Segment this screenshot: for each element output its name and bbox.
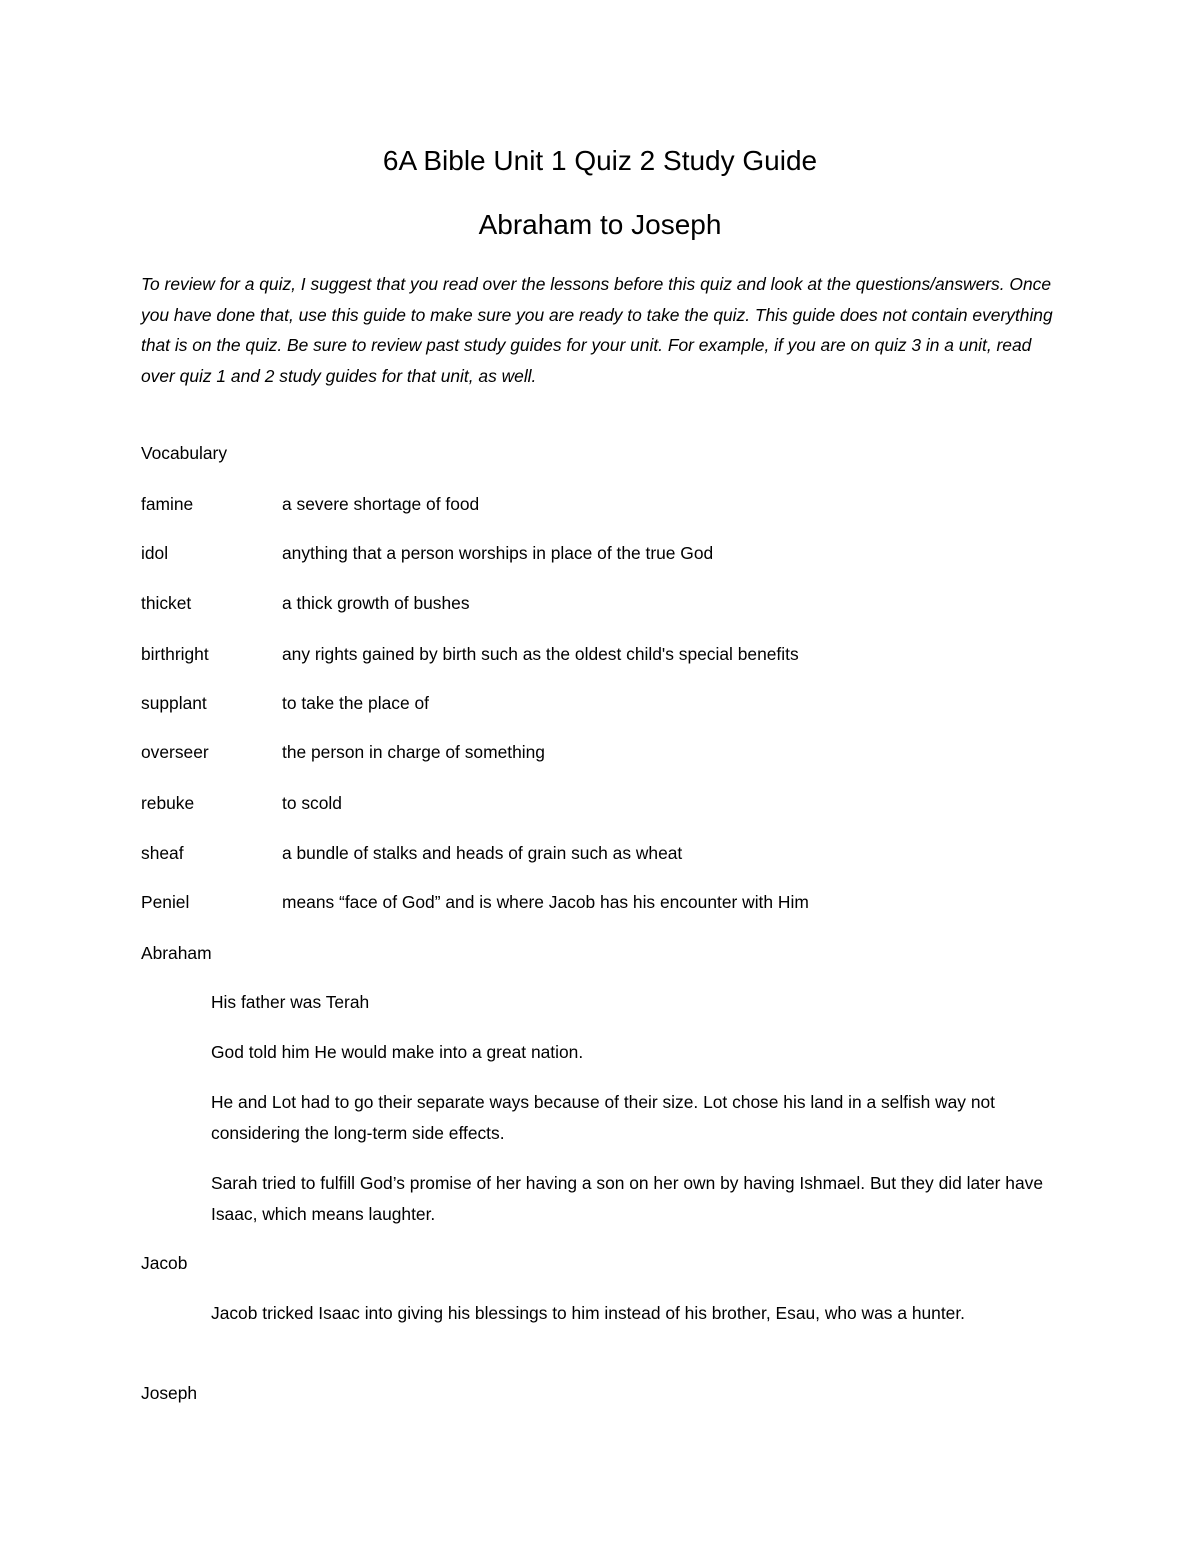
vocab-definition: a thick growth of bushes (282, 593, 470, 613)
jacob-item: Jacob tricked Isaac into giving his blessings to him instead of his brother, Esau, who was a hunter. (211, 1303, 966, 1323)
joseph-heading: Joseph (141, 1383, 198, 1403)
vocabulary-heading: Vocabulary (141, 443, 228, 463)
vocab-term: supplant (141, 693, 207, 713)
vocab-term: rebuke (141, 793, 195, 813)
vocab-term: famine (141, 494, 194, 514)
vocab-term: thicket (141, 593, 192, 613)
vocab-term: Peniel (141, 892, 190, 912)
abraham-item: His father was Terah (211, 992, 370, 1012)
abraham-item: God told him He would make into a great nation. (211, 1042, 584, 1062)
vocab-term: sheaf (141, 843, 184, 863)
vocab-definition: the person in charge of something (282, 742, 545, 762)
vocab-definition: a bundle of stalks and heads of grain such as wheat (282, 843, 683, 863)
vocab-definition: anything that a person worships in place of the true God (282, 543, 714, 563)
abraham-item: He and Lot had to go their separate ways because of their size. Lot chose his land in a selfish way not considering the long-term side effects. (211, 1092, 996, 1143)
jacob-heading: Jacob (141, 1253, 188, 1273)
abraham-heading: Abraham (141, 943, 212, 963)
vocab-term: overseer (141, 742, 209, 762)
vocab-definition: a severe shortage of food (282, 494, 480, 514)
vocab-definition: means “face of God” and is where Jacob has his encounter with Him (282, 892, 809, 912)
abraham-item: Sarah tried to fulfill God’s promise of her having a son on her own by having Ishmael. But they did later have Isaac, which means laughter. (211, 1173, 1043, 1224)
vocab-definition: to scold (282, 793, 342, 813)
document-title: 6A Bible Unit 1 Quiz 2 Study Guide (382, 145, 818, 176)
vocab-term: birthright (141, 644, 209, 664)
vocab-definition: any rights gained by birth such as the oldest child's special benefits (282, 644, 799, 664)
intro-paragraph: To review for a quiz, I suggest that you read over the lessons before this quiz and look at the questions/answers. Once you have done that, use this guide to make sure you are ready to take the quiz. This guide does not contain everything that is on the quiz. Be sure to review past study guides for your unit. For example, if you are on quiz 3 in a unit, read over quiz 1 and 2 study guides for that unit, as well. (141, 274, 1053, 386)
vocab-term: idol (141, 543, 169, 563)
vocab-definition: to take the place of (282, 693, 429, 713)
document-subtitle: Abraham to Joseph (478, 209, 722, 240)
